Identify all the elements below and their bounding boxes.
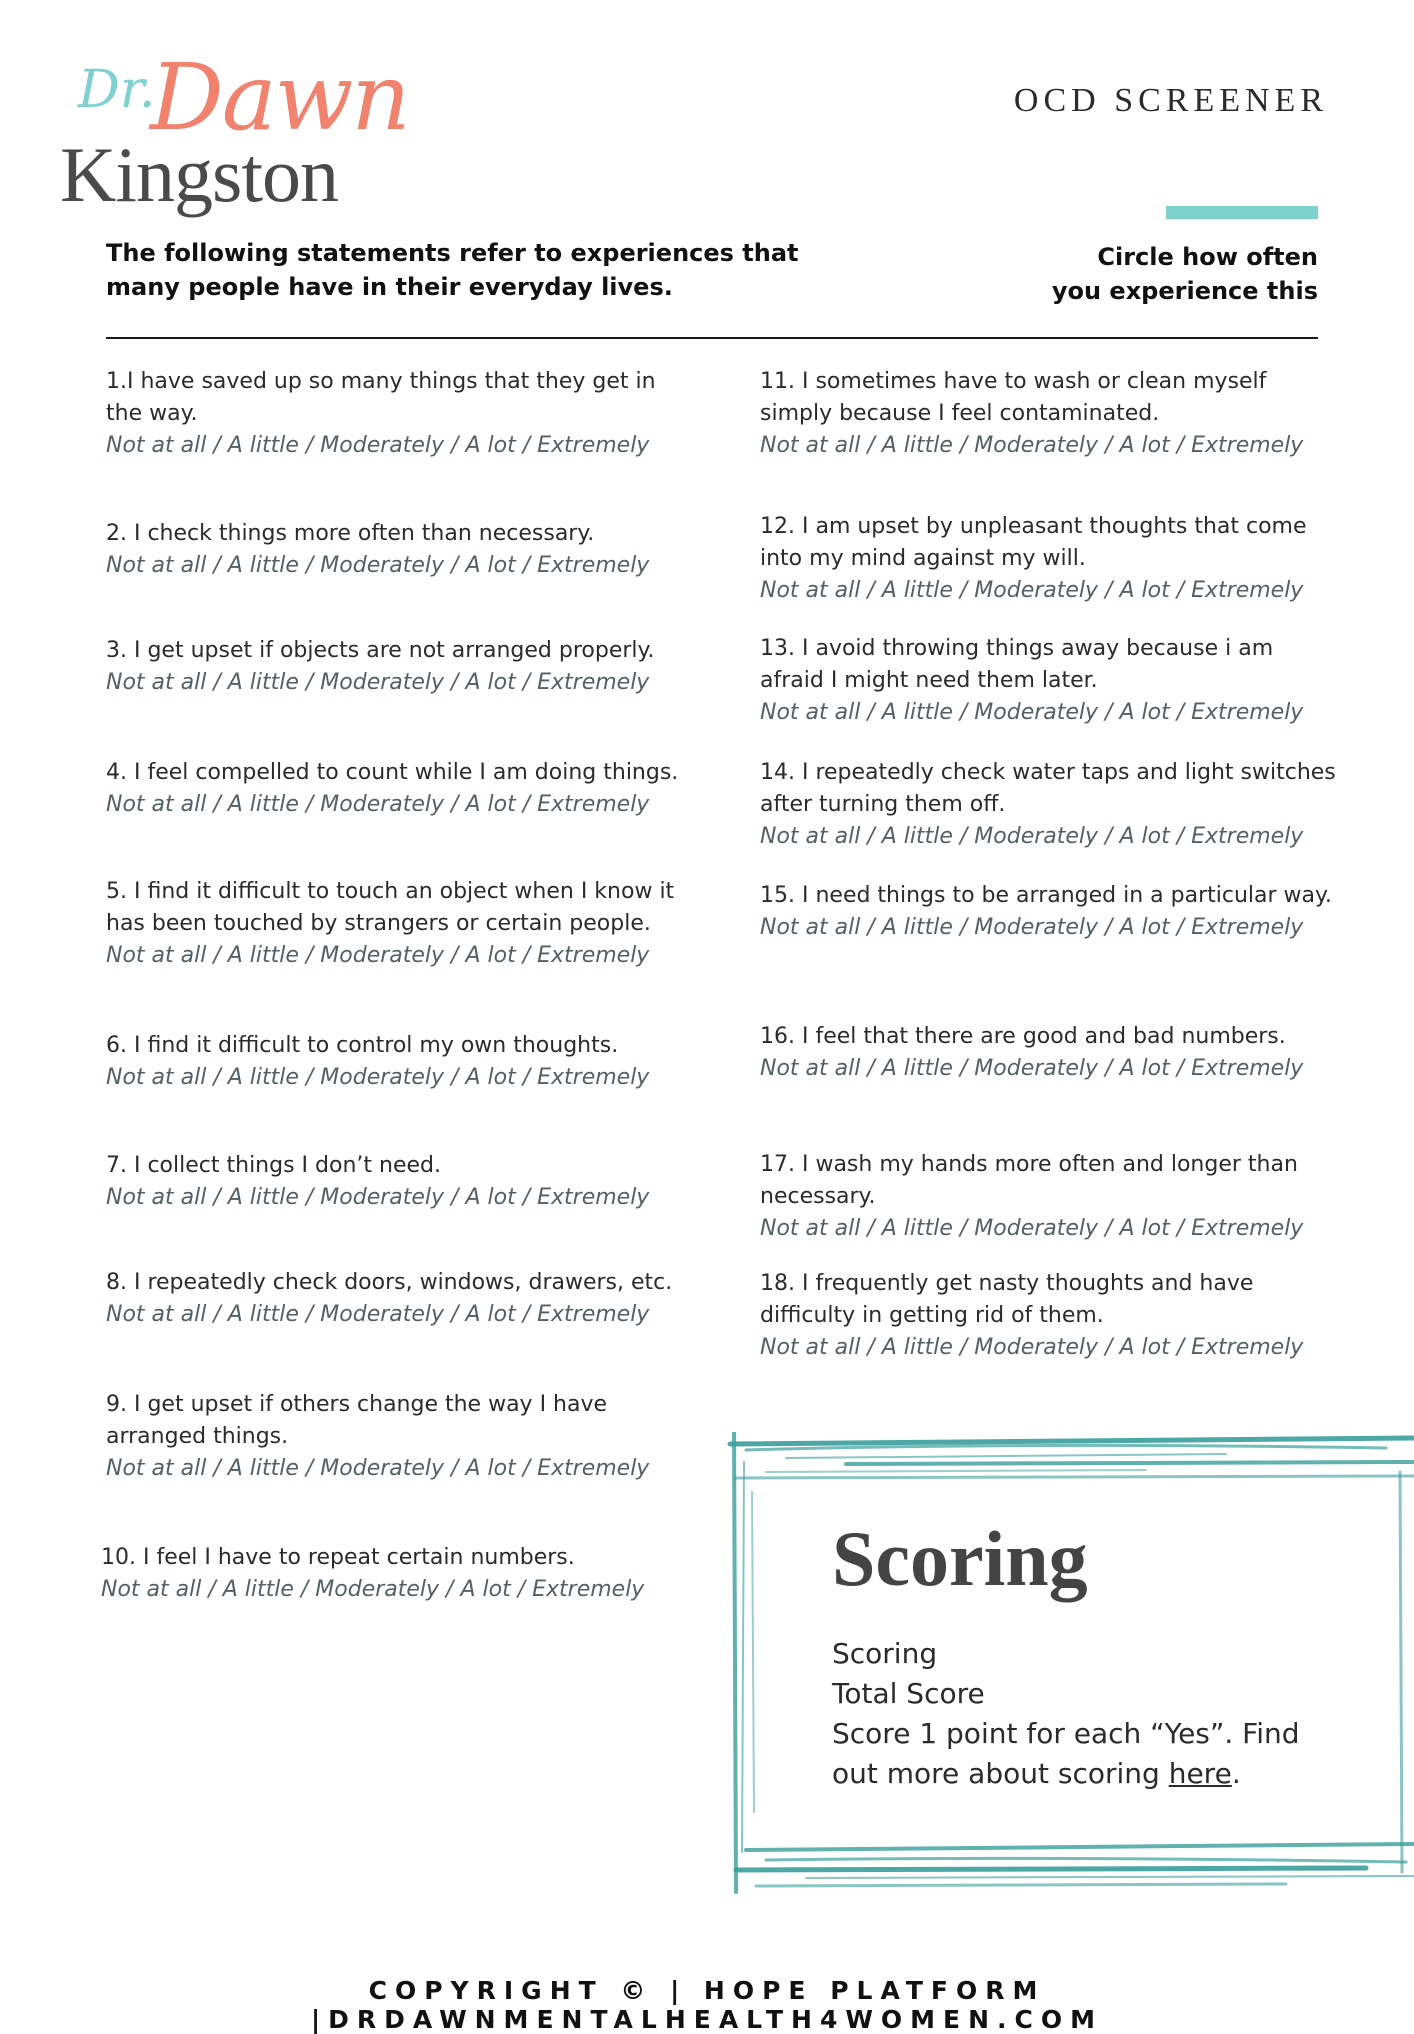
question-18 bbox=[760, 1268, 1340, 1364]
answer-options[interactable]: Not at all / A little / Moderately / A lot / Extremely bbox=[760, 578, 1304, 603]
question-text: 10. I feel I have to repeat certain numbers. bbox=[101, 1545, 575, 1570]
question-text: 1.I have saved up so many things that they get in the way. bbox=[106, 369, 656, 426]
answer-options[interactable]: Not at all / A little / Moderately / A lot / Extremely bbox=[760, 700, 1304, 725]
answer-options[interactable]: Not at all / A little / Moderately / A lot / Extremely bbox=[106, 553, 650, 578]
question-11 bbox=[760, 366, 1340, 462]
question-10 bbox=[101, 1542, 681, 1606]
question-9 bbox=[106, 1389, 686, 1485]
answer-options[interactable]: Not at all / A little / Moderately / A lot / Extremely bbox=[106, 1456, 650, 1481]
logo bbox=[60, 40, 409, 220]
scoring-link[interactable]: here bbox=[1168, 1757, 1232, 1790]
answer-options[interactable]: Not at all / A little / Moderately / A lot / Extremely bbox=[760, 1335, 1304, 1360]
question-text: 14. I repeatedly check water taps and light switches after turning them off. bbox=[760, 760, 1336, 817]
logo-prefix: Dr. bbox=[78, 60, 156, 120]
logo-last-name: Kingston bbox=[60, 131, 339, 218]
question-text: 9. I get upset if others change the way I have arranged things. bbox=[106, 1392, 608, 1449]
scoring-line-3 bbox=[832, 1714, 1312, 1794]
question-text: 6. I find it difficult to control my own thoughts. bbox=[106, 1033, 619, 1058]
question-2 bbox=[106, 518, 686, 582]
scoring-line-1: Scoring bbox=[832, 1637, 938, 1670]
question-6 bbox=[106, 1030, 686, 1094]
scoring-instruction: Score 1 point for each “Yes”. Find out more about scoring bbox=[832, 1717, 1300, 1790]
question-text: 12. I am upset by unpleasant thoughts that come into my mind against my will. bbox=[760, 514, 1307, 571]
instruction-text bbox=[998, 240, 1318, 308]
answer-options[interactable]: Not at all / A little / Moderately / A lot / Extremely bbox=[760, 915, 1304, 940]
question-16 bbox=[760, 1021, 1340, 1085]
question-12 bbox=[760, 511, 1340, 607]
question-3 bbox=[106, 635, 686, 699]
logo-first-name: Dawn bbox=[150, 44, 409, 151]
question-text: 7. I collect things I don’t need. bbox=[106, 1153, 441, 1178]
scoring-heading: Scoring bbox=[832, 1515, 1088, 1602]
question-text: 5. I find it difficult to touch an object when I know it has been touched by strangers or certain people. bbox=[106, 879, 675, 936]
accent-bar bbox=[1166, 206, 1318, 219]
question-text: 2. I check things more often than necessary. bbox=[106, 521, 595, 546]
question-7 bbox=[106, 1150, 686, 1214]
header-divider bbox=[106, 337, 1318, 339]
answer-options[interactable]: Not at all / A little / Moderately / A lot / Extremely bbox=[760, 824, 1304, 849]
answer-options[interactable]: Not at all / A little / Moderately / A lot / Extremely bbox=[106, 1302, 650, 1327]
instruction-line-1: Circle how often bbox=[1097, 243, 1318, 271]
question-text: 4. I feel compelled to count while I am doing things. bbox=[106, 760, 679, 785]
question-text: 17. I wash my hands more often and longer than necessary. bbox=[760, 1152, 1298, 1209]
answer-options[interactable]: Not at all / A little / Moderately / A lot / Extremely bbox=[106, 792, 650, 817]
answer-options[interactable]: Not at all / A little / Moderately / A lot / Extremely bbox=[106, 1065, 650, 1090]
question-5 bbox=[106, 876, 686, 972]
answer-options[interactable]: Not at all / A little / Moderately / A lot / Extremely bbox=[101, 1577, 645, 1602]
question-text: 8. I repeatedly check doors, windows, drawers, etc. bbox=[106, 1270, 673, 1295]
footer-copyright: COPYRIGHT © | HOPE PLATFORM |DRDAWNMENTALHEALTH4WOMEN.COM bbox=[310, 1976, 1104, 2034]
question-14 bbox=[760, 757, 1340, 853]
question-text: 16. I feel that there are good and bad numbers. bbox=[760, 1024, 1286, 1049]
question-text: 11. I sometimes have to wash or clean myself simply because I feel contaminated. bbox=[760, 369, 1267, 426]
question-8 bbox=[106, 1267, 686, 1331]
scoring-period: . bbox=[1231, 1757, 1241, 1790]
answer-options[interactable]: Not at all / A little / Moderately / A lot / Extremely bbox=[106, 670, 650, 695]
answer-options[interactable]: Not at all / A little / Moderately / A lot / Extremely bbox=[106, 433, 650, 458]
question-15 bbox=[760, 880, 1340, 944]
answer-options[interactable]: Not at all / A little / Moderately / A lot / Extremely bbox=[760, 433, 1304, 458]
answer-options[interactable]: Not at all / A little / Moderately / A lot / Extremely bbox=[760, 1216, 1304, 1241]
question-4 bbox=[106, 757, 686, 821]
answer-options[interactable]: Not at all / A little / Moderately / A lot / Extremely bbox=[760, 1056, 1304, 1081]
question-1 bbox=[106, 366, 686, 462]
page-title: OCD SCREENER bbox=[1013, 82, 1328, 119]
question-text: 15. I need things to be arranged in a particular way. bbox=[760, 883, 1332, 908]
answer-options[interactable]: Not at all / A little / Moderately / A lot / Extremely bbox=[106, 1185, 650, 1210]
scoring-text bbox=[832, 1634, 1312, 1794]
intro-text: The following statements refer to experiences that many people have in their everyday lives. bbox=[106, 239, 799, 301]
question-text: 13. I avoid throwing things away because i am afraid I might need them later. bbox=[760, 636, 1274, 693]
scoring-line-2: Total Score bbox=[832, 1677, 985, 1710]
question-text: 3. I get upset if objects are not arranged properly. bbox=[106, 638, 655, 663]
question-text: 18. I frequently get nasty thoughts and have difficulty in getting rid of them. bbox=[760, 1271, 1254, 1328]
instruction-line-2: you experience this bbox=[1051, 277, 1318, 305]
answer-options[interactable]: Not at all / A little / Moderately / A lot / Extremely bbox=[106, 943, 650, 968]
question-17 bbox=[760, 1149, 1340, 1245]
question-13 bbox=[760, 633, 1340, 729]
